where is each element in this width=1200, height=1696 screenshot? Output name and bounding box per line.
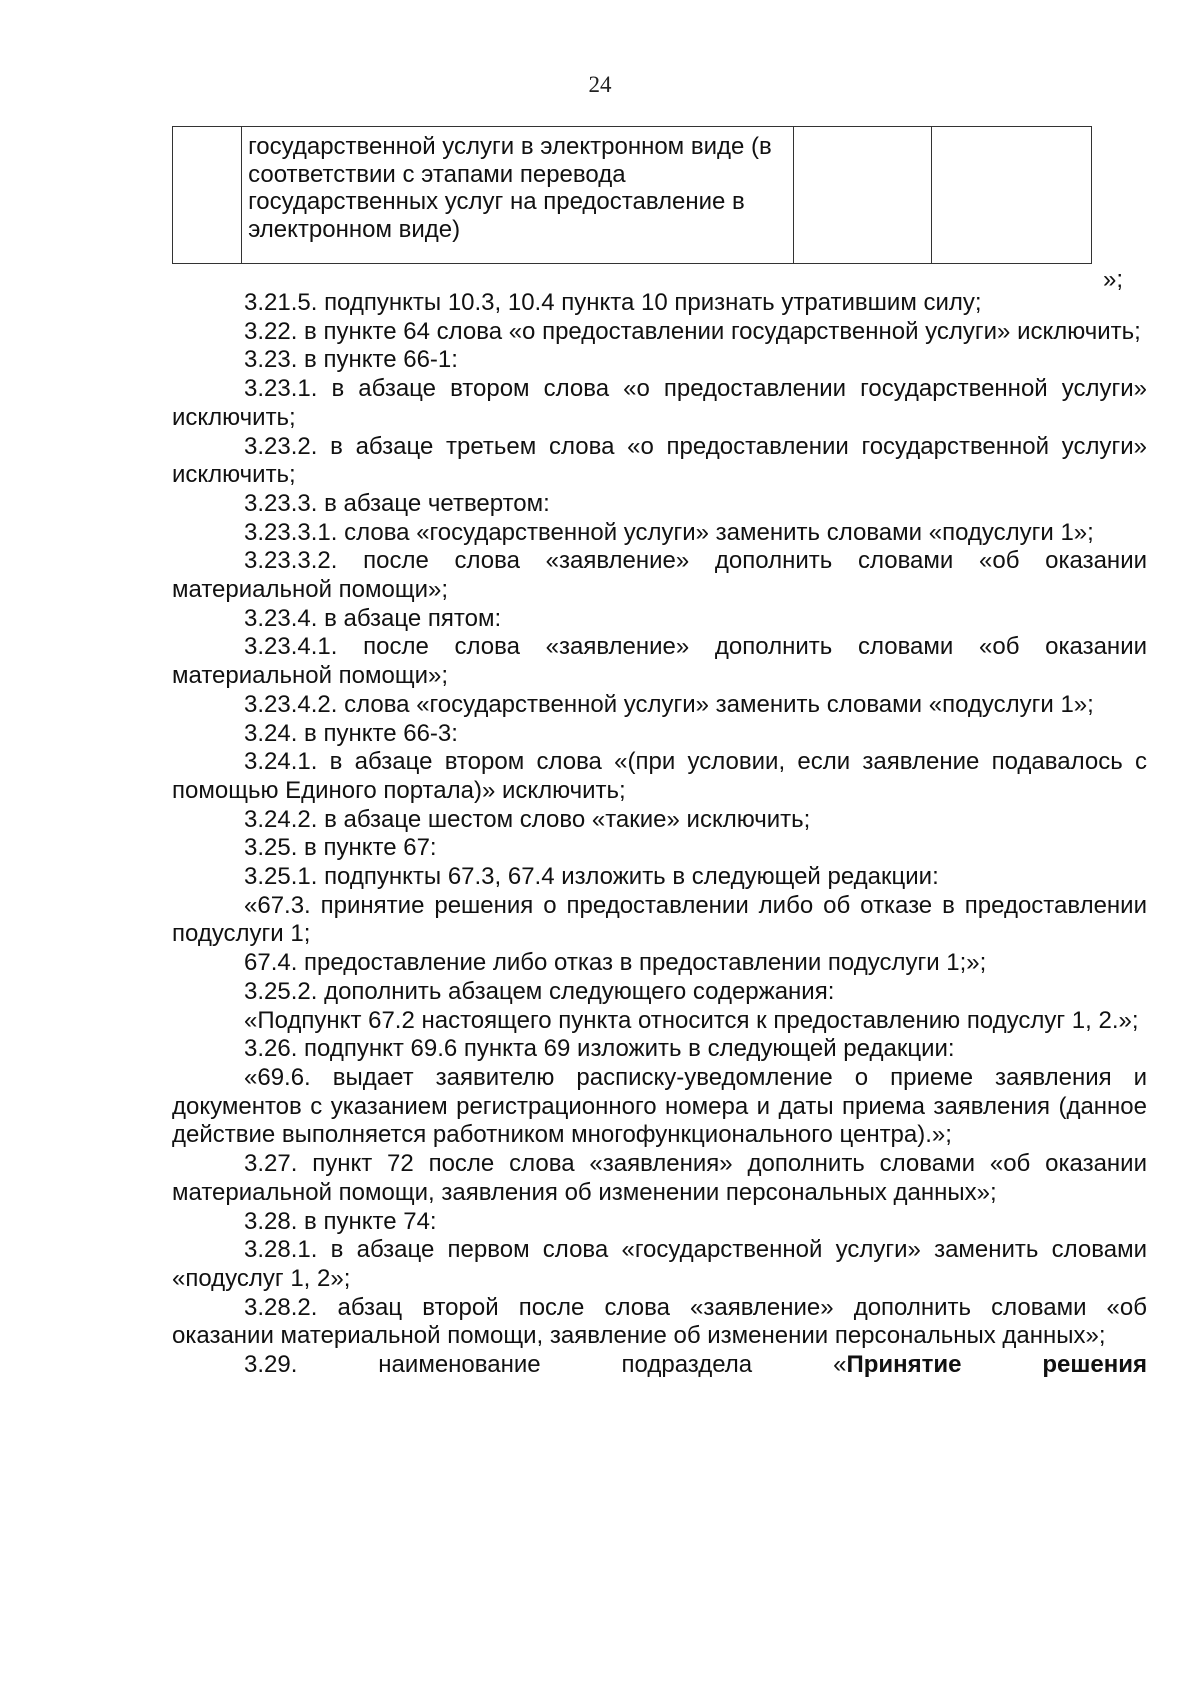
paragraph: 3.23.4.1. после слова «заявление» дополнить словами «об оказании материальной помощи»; [172, 633, 1147, 690]
paragraph: 3.26. подпункт 69.6 пункта 69 изложить в следующей редакции: [244, 1035, 955, 1063]
paragraph: 3.23. в пункте 66-1: [244, 346, 458, 374]
paragraph: 3.23.1. в абзаце втором слова «о предоставлении государственной услуги» исключить; [172, 375, 1147, 431]
paragraph: «69.6. выдает заявителю расписку-уведомление о приеме заявления и документов с указанием регистрационного номера и даты приема заявления (данное действие выполняется работником многофункционального центра).»; [172, 1063, 1147, 1149]
paragraph: 3.28. в пункте 74: [244, 1207, 437, 1235]
paragraph: 3.23.2. в абзаце третьем слова «о предоставлении государственной услуги» исключить; [172, 432, 1147, 489]
table-cell-number [173, 127, 242, 264]
paragraph: 3.21.5. подпункты 10.3, 10.4 пункта 10 признать утратившим силу; [244, 289, 982, 316]
continuation-table [172, 126, 1092, 264]
paragraph: 3.27. пункт 72 после слова «заявления» дополнить словами «об оказании материальной помощи, заявления об изменении персональных данных»; [172, 1150, 1147, 1206]
paragraph: 3.24.1. в абзаце втором слова «(при условии, если заявление подавалось с помощью Единого портала)» исключить; [172, 748, 1147, 804]
paragraph: «Подпункт 67.2 настоящего пункта относится к предоставлению подуслуг 1, 2.»; [244, 1006, 1139, 1034]
paragraph: 3.25. в пункте 67: [244, 834, 437, 862]
closing-quote: »; [1103, 266, 1124, 293]
paragraph: 3.23.4. в абзаце пятом: [244, 604, 502, 632]
table-cell-empty [793, 127, 931, 264]
paragraph: 3.28.2. абзац второй после слова «заявление» дополнить словами «об оказании материальной помощи, заявление об изменении персональных данных»; [172, 1293, 1147, 1350]
paragraph: 3.28.1. в абзаце первом слова «государственной услуги» заменить словами «подуслуг 1, 2»; [172, 1236, 1147, 1292]
paragraph: 67.4. предоставление либо отказ в предоставлении подуслуги 1;»; [244, 949, 987, 977]
document-body [172, 289, 1147, 1380]
paragraph: 3.25.1. подпункты 67.3, 67.4 изложить в следующей редакции: [244, 863, 939, 891]
page-number: 24 [588, 72, 612, 97]
paragraph: 3.23.3.2. после слова «заявление» дополнить словами «об оказании материальной помощи»; [172, 547, 1147, 604]
paragraph: 3.24.2. в абзаце шестом слово «такие» исключить; [244, 805, 811, 833]
table-cell-empty [931, 127, 1091, 264]
paragraph: 3.23.4.2. слова «государственной услуги» заменить словами «подуслуги 1»; [244, 690, 1094, 718]
paragraph: 3.23.3.1. слова «государственной услуги» заменить словами «подуслуги 1»; [244, 518, 1094, 546]
paragraph: 3.23.3. в абзаце четвертом: [244, 489, 550, 517]
paragraph: «67.3. принятие решения о предоставлении либо об отказе в предоставлении подуслуги 1; [172, 891, 1147, 948]
paragraph: 3.24. в пункте 66-3: [244, 719, 458, 747]
paragraph-prefix: 3.29. наименование подраздела « [244, 1351, 847, 1379]
paragraph: 3.22. в пункте 64 слова «о предоставлении государственной услуги» исключить; [244, 317, 1141, 345]
table-row [173, 127, 1092, 264]
subsection-title-bold: Принятие решения [846, 1351, 1147, 1379]
paragraph-subsection-title [172, 1351, 1147, 1380]
table-cell-description: государственной услуги в электронном виде (в соответствии с этапами перевода государственных услуг на предоставление в электронном виде) [242, 127, 794, 264]
paragraph: 3.25.2. дополнить абзацем следующего содержания: [244, 977, 835, 1005]
